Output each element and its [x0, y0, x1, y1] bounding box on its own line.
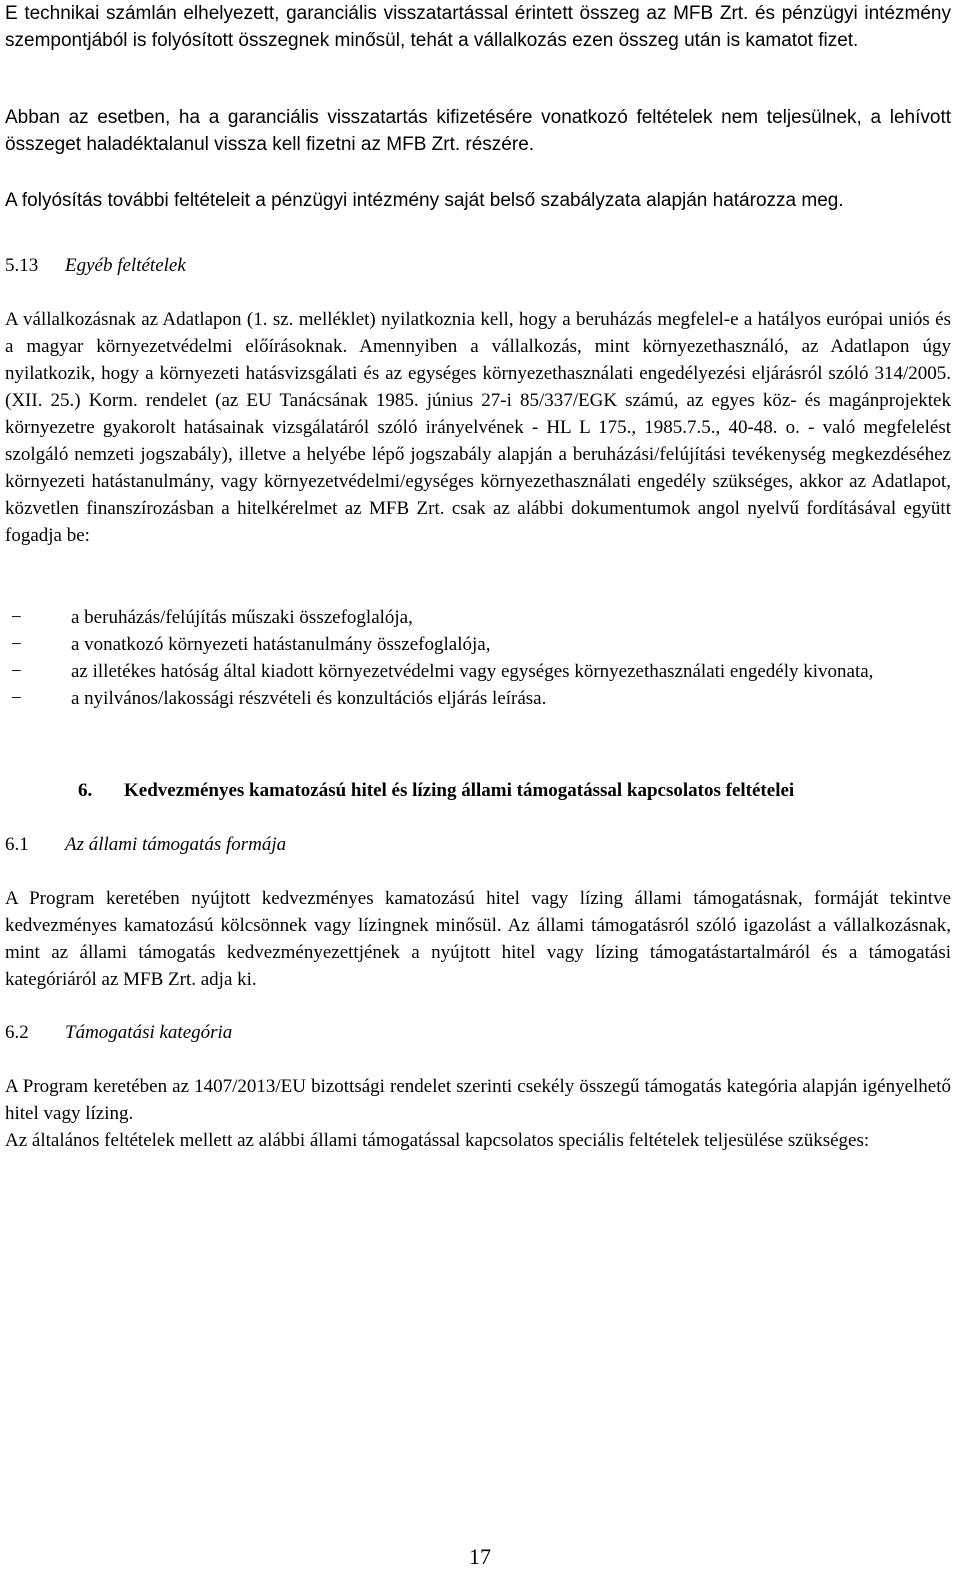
section-heading-5-13: [5, 252, 951, 279]
list-item: − a nyilvános/lakossági részvételi és konzultációs eljárás leírása.: [5, 685, 951, 712]
chapter-heading-6: [78, 777, 794, 804]
paragraph-guarantee-repayment: Abban az esetben, ha a garanciális visszatartás kifizetésére vonatkozó feltételek nem teljesülnek, a lehívott összeget haladéktalanul vissza kell fizetni az MFB Zrt. részére.: [5, 107, 951, 155]
dash-marker: −: [11, 634, 22, 655]
section-number: 6.1: [5, 834, 29, 855]
section-title: Támogatási kategória: [65, 1022, 233, 1043]
section-title: Egyéb feltételek: [65, 255, 186, 276]
section-title: Az állami támogatás formája: [65, 834, 287, 855]
dash-marker: −: [11, 661, 22, 682]
page-number: 17: [469, 1544, 491, 1569]
list-item: − a vonatkozó környezeti hatástanulmány összefoglalója,: [5, 631, 951, 658]
section-6-2-body-2: Az általános feltételek mellett az alábbi állami támogatással kapcsolatos speciális feltételek teljesülése szükséges:: [5, 1130, 870, 1151]
section-number: 6.2: [5, 1022, 29, 1043]
dash-marker: −: [11, 607, 22, 628]
list-item: − a beruházás/felújítás műszaki összefoglalója,: [5, 604, 951, 631]
paragraph-disbursement-conditions: A folyósítás további feltételeit a pénzügyi intézmény saját belső szabályzata alapján határozza meg.: [5, 190, 844, 211]
dash-marker: −: [11, 688, 22, 709]
required-documents-list: [5, 604, 951, 712]
section-6-2-body-1: A Program keretében az 1407/2013/EU bizottsági rendelet szerinti csekély összegű támogatás kategória alapján igényelhető hitel vagy lízing.: [5, 1076, 951, 1124]
list-item: − az illetékes hatóság által kiadott környezetvédelmi vagy egységes környezethasználati engedély kivonata,: [5, 658, 951, 685]
paragraph-technical-account: E technikai számlán elhelyezett, garanciális visszatartással érintett összeg az MFB Zrt. és pénzügyi intézmény szempontjából is folyósított összegnek minősül, tehát a vállalkozás ezen összeg után is kamatot fizet.: [5, 3, 951, 51]
section-5-13-body: A vállalkozásnak az Adatlapon (1. sz. melléklet) nyilatkoznia kell, hogy a beruházás megfelel-e a hatályos európai uniós és a magyar környezetvédelmi előírásoknak. Amennyiben a vállalkozás, mint környezethasználó, az Adatlapon úgy nyilatkozik, hogy a környezeti hatásvizsgálati és az egységes környezethasználati engedélyezési eljárásról szóló 314/2005. (XII. 25.) Korm. rendelet (az EU Tanácsának 1985. június 27-i 85/337/EGK számú, az egyes köz- és magánprojektek környezetre gyakorolt hatásainak vizsgálatáról szóló irányelvének - HL L 175., 1985.7.5., 40-48. o. - való megfelelést szolgáló nemzeti jogszabály), illetve a helyébe lépő jogszabály alapján a beruházási/felújítási tevékenység megkezdéséhez környezeti hatástanulmány, vagy környezetvédelmi/egységes környezethasználati engedély szükséges, akkor az Adatlapot, közvetlen finanszírozásban a hitelkérelmet az MFB Zrt. csak az alábbi dokumentumok angol nyelvű fordításával együtt fogadja be:: [5, 309, 951, 546]
section-number: 5.13: [5, 255, 39, 276]
chapter-title: Kedvezményes kamatozású hitel és lízing állami támogatással kapcsolatos feltételei: [124, 780, 795, 801]
section-heading-6-2: [5, 1019, 951, 1046]
section-heading-6-1: [5, 831, 951, 858]
chapter-number: 6.: [78, 780, 93, 801]
section-6-1-body: A Program keretében nyújtott kedvezményes kamatozású hitel vagy lízing állami támogatásnak, formáját tekintve kedvezményes kamatozású kölcsönnek vagy lízingnek minősül. Az állami támogatásról szóló igazolást a vállalkozásnak, mint az állami támogatás kedvezményezettjének a nyújtott hitel vagy lízing támogatástartalmáról és a támogatási kategóriáról az MFB Zrt. adja ki.: [5, 888, 951, 990]
